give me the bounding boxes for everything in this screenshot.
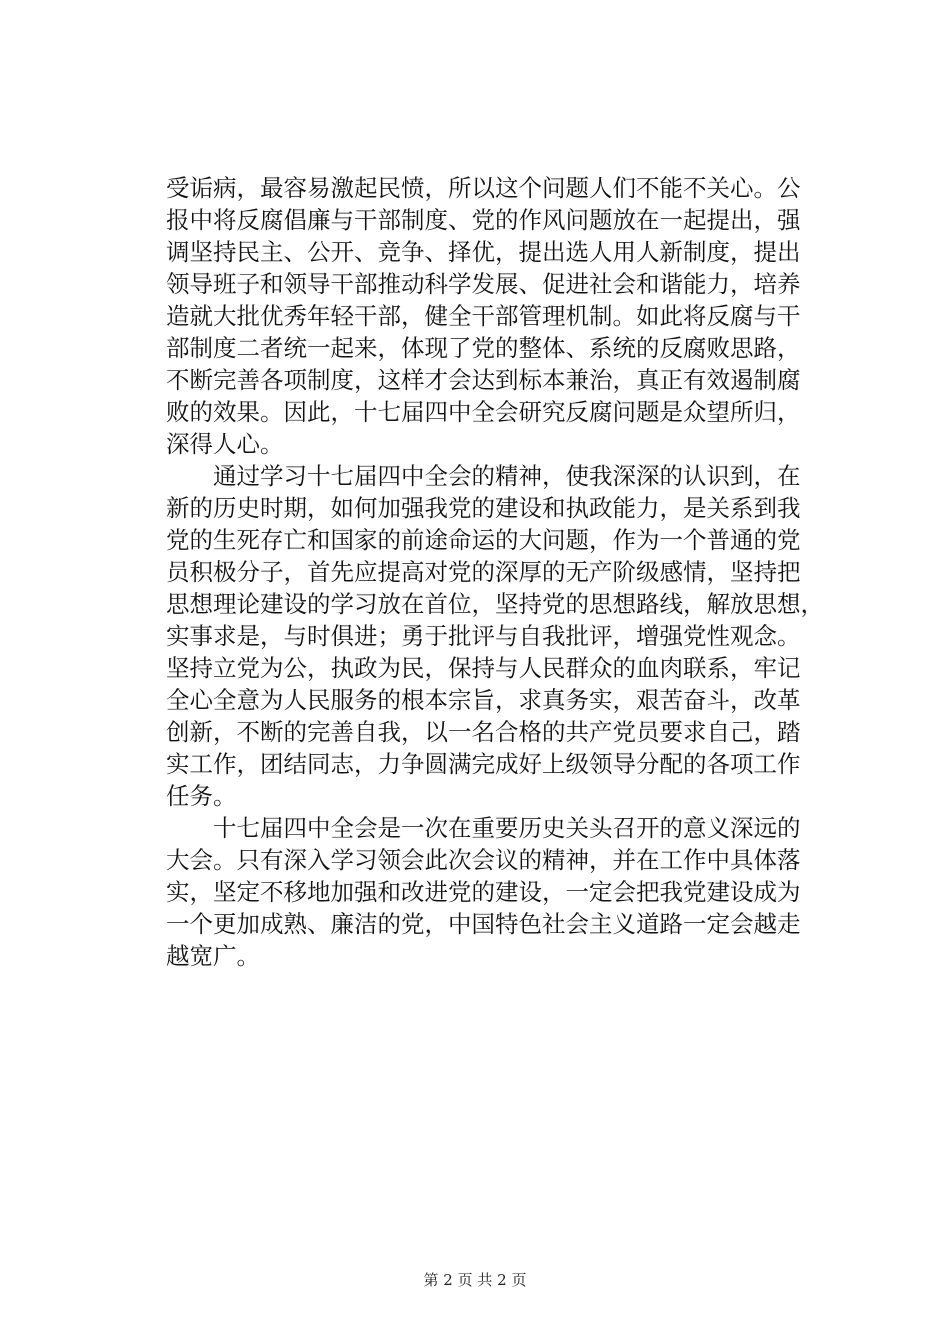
text-line: 深得人心。 <box>166 430 284 458</box>
document-body <box>166 172 838 972</box>
text-line: 通过学习十七届四中全会的精神，使我深深的认识到，在 <box>166 462 801 490</box>
text-line: 全心全意为人民服务的根本宗旨，求真务实，艰苦奋斗，改革 <box>166 686 801 714</box>
text-line: 领导班子和领导干部推动科学发展、促进社会和谐能力，培养 <box>166 270 801 298</box>
text-line: 受诟病，最容易激起民愤，所以这个问题人们不能不关心。公 <box>166 174 801 202</box>
text-line: 党的生死存亡和国家的前途命运的大问题，作为一个普通的党 <box>166 526 801 554</box>
text-line: 新的历史时期，如何加强我党的建设和执政能力，是关系到我 <box>166 494 801 522</box>
text-line: 思想理论建设的学习放在首位，坚持党的思想路线，解放思想， <box>166 590 824 618</box>
page-footer: 第 2 页 共 2 页 <box>423 1271 527 1289</box>
text-line: 十七届四中全会是一次在重要历史关头召开的意义深远的 <box>166 814 801 842</box>
text-line: 不断完善各项制度，这样才会达到标本兼治，真正有效遏制腐 <box>166 366 801 394</box>
text-line: 造就大批优秀年轻干部，健全干部管理机制。如此将反腐与干 <box>166 302 801 330</box>
text-line: 大会。只有深入学习领会此次会议的精神，并在工作中具体落 <box>166 846 801 874</box>
text-line: 实，坚定不移地加强和改进党的建设，一定会把我党建设成为 <box>166 878 801 906</box>
text-line: 实事求是，与时俱进；勇于批评与自我批评，增强党性观念。 <box>166 622 801 650</box>
text-line: 实工作，团结同志，力争圆满完成好上级领导分配的各项工作 <box>166 750 801 778</box>
text-line: 员积极分子，首先应提高对党的深厚的无产阶级感情，坚持把 <box>166 558 801 586</box>
text-line: 一个更加成熟、廉洁的党，中国特色社会主义道路一定会越走 <box>166 910 801 938</box>
text-line: 败的效果。因此，十七届四中全会研究反腐问题是众望所归， <box>166 398 801 426</box>
text-line: 任务。 <box>166 782 237 810</box>
text-line: 部制度二者统一起来，体现了党的整体、系统的反腐败思路， <box>166 334 801 362</box>
text-line: 创新，不断的完善自我，以一名合格的共产党员要求自己，踏 <box>166 718 801 746</box>
text-line: 越宽广。 <box>166 942 260 970</box>
text-line: 报中将反腐倡廉与干部制度、党的作风问题放在一起提出，强 <box>166 206 801 234</box>
text-line: 坚持立党为公，执政为民，保持与人民群众的血肉联系，牢记 <box>166 654 801 682</box>
text-line: 调坚持民主、公开、竞争、择优，提出选人用人新制度，提出 <box>166 238 801 266</box>
